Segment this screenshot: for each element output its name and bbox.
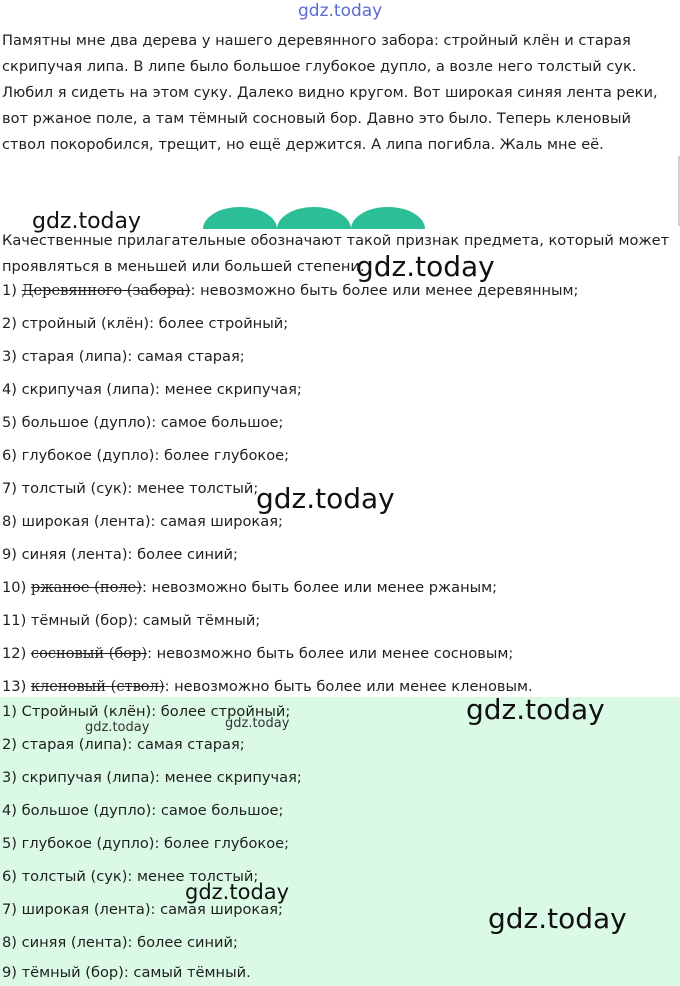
watermark: gdz.today	[488, 902, 627, 935]
list-item: 12) сосновый (бор): невозможно быть более или менее сосновым;	[2, 645, 514, 662]
watermark-top: gdz.today	[298, 1, 383, 21]
intro-text: Качественные прилагательные обозначают такой признак предмета, который может проявляться в меньшей или большей степени.	[2, 232, 670, 275]
watermark: gdz.today	[356, 250, 495, 283]
answer-item: 1) Стройный (клён): более стройный;	[2, 703, 291, 720]
list-item: 4) скрипучая (липа): менее скрипучая;	[2, 381, 302, 398]
answer-item: 9) тёмный (бор): самый тёмный.	[2, 964, 251, 981]
list-item: 11) тёмный (бор): самый тёмный;	[2, 612, 261, 629]
list-item: 8) широкая (лента): самая широкая;	[2, 513, 283, 530]
list-item: 9) синяя (лента): более синий;	[2, 546, 238, 563]
watermark: gdz.today	[32, 209, 142, 234]
answer-item: 3) скрипучая (липа): менее скрипучая;	[2, 769, 302, 786]
list-item: 2) стройный (клён): более стройный;	[2, 315, 289, 332]
task-paragraph: Памятны мне два дерева у нашего деревянного забора: стройный клён и старая скрипучая липа. В липе было большое глубокое дупло, а возле него толстый сук. Любил я сидеть на этом суку. Далеко видно кругом. Вот широкая синяя лента реки, вот ржаное поле, а там тёмный сосновый бор. Давно это было. Теперь кленовый ствол покоробился, трещит, но ещё держится. А липа погибла. Жаль мне её.	[2, 32, 658, 153]
watermark: gdz.today	[225, 716, 290, 731]
list-item: 3) старая (липа): самая старая;	[2, 348, 245, 365]
answer-item: 8) синяя (лента): более синий;	[2, 934, 238, 951]
answer-item: 7) широкая (лента): самая широкая;	[2, 901, 283, 918]
answer-item: 4) большое (дупло): самое большое;	[2, 802, 284, 819]
watermark: gdz.today	[185, 880, 290, 904]
watermark: gdz.today	[256, 482, 395, 515]
watermark: gdz.today	[85, 720, 150, 735]
answer-item: 5) глубокое (дупло): более глубокое;	[2, 835, 290, 852]
answer-item: 6) толстый (сук): менее толстый;	[2, 868, 259, 885]
list-item: 13) кленовый (ствол): невозможно быть более или менее кленовым.	[2, 678, 533, 695]
list-item: 5) большое (дупло): самое большое;	[2, 414, 284, 431]
decorative-domes	[195, 205, 440, 229]
list-item: 10) ржаное (поле): невозможно быть более или менее ржаным;	[2, 579, 498, 596]
list-item: 7) толстый (сук): менее толстый;	[2, 480, 259, 497]
list-item: 6) глубокое (дупло): более глубокое;	[2, 447, 290, 464]
watermark: gdz.today	[466, 693, 605, 726]
list-item: 1) Деревянного (забора): невозможно быть более или менее деревянным;	[2, 282, 579, 299]
answer-item: 2) старая (липа): самая старая;	[2, 736, 245, 753]
